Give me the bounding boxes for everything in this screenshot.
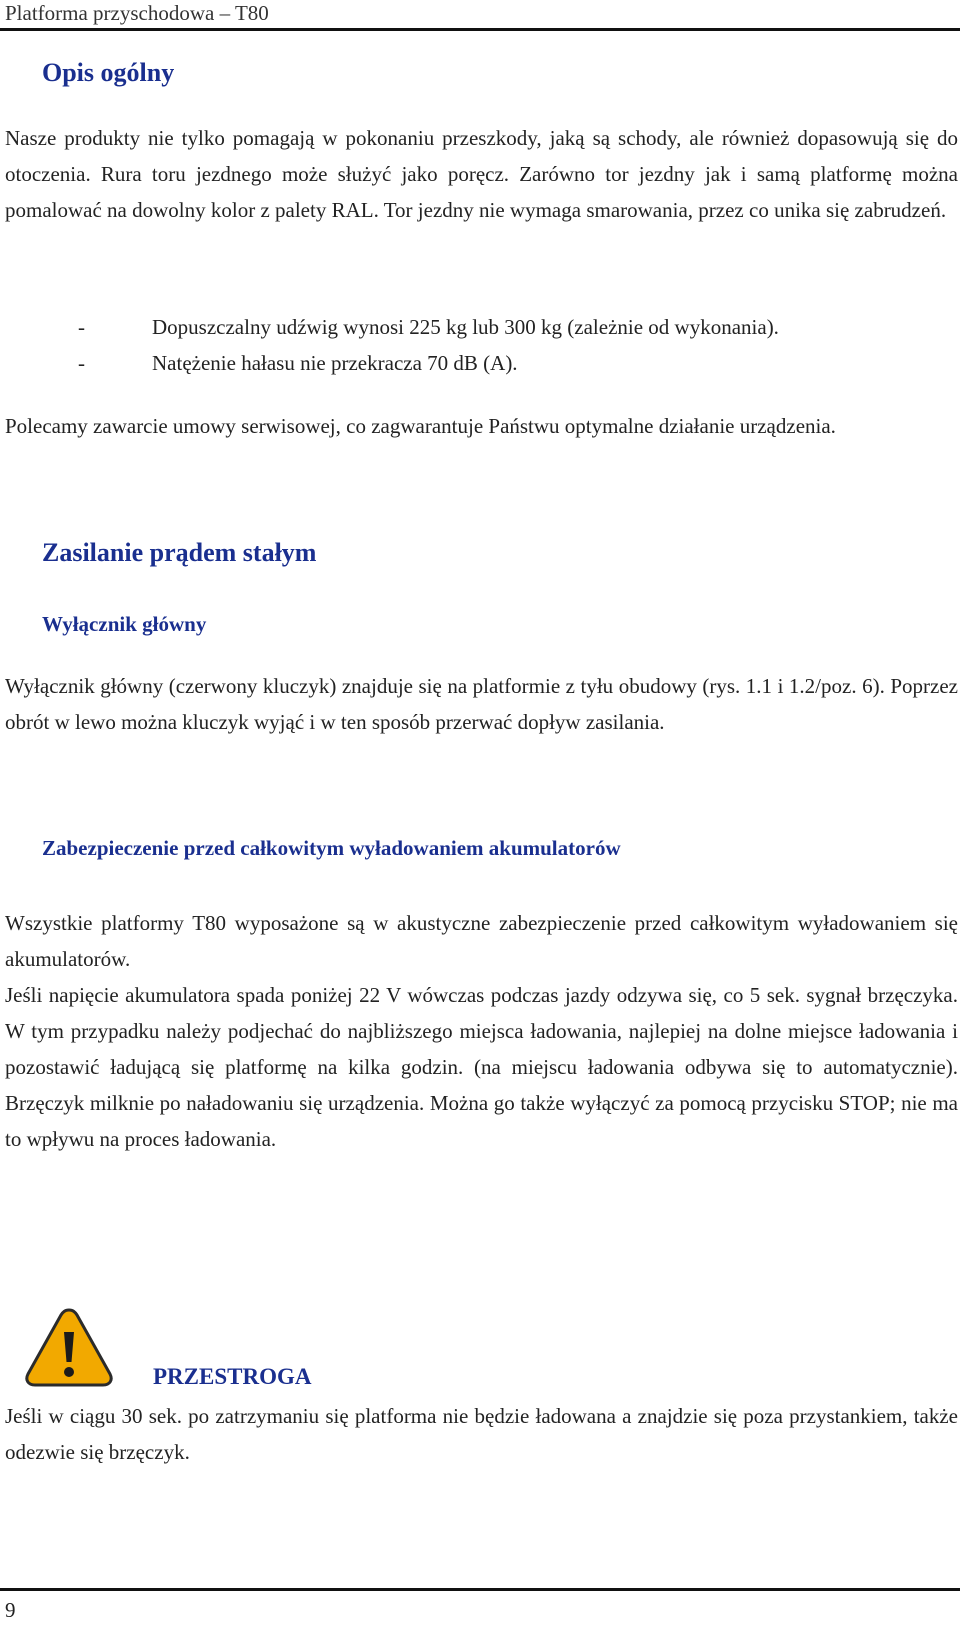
section-heading-battery-protection: Zabezpieczenie przed całkowitym wyładowaniem akumulatorów: [42, 836, 621, 860]
page-number: 9: [5, 1598, 16, 1622]
service-paragraph: Polecamy zawarcie umowy serwisowej, co zagwarantuje Państwu optymalne działanie urządzenia.: [5, 414, 836, 438]
header-rule: [0, 28, 960, 31]
list-dash: -: [78, 315, 85, 339]
list-item-text: Natężenie hałasu nie przekracza 70 dB (A).: [152, 351, 518, 375]
running-header: Platforma przyschodowa – T80: [5, 1, 269, 25]
footer-rule: [0, 1588, 960, 1591]
warning-triangle-icon: [24, 1306, 114, 1388]
intro-paragraph: Nasze produkty nie tylko pomagają w pokonaniu przeszkody, jaką są schody, ale również dopasowują się do otoczenia. Rura toru jezdnego może służyć jako poręcz. Zarówno tor jezdny jak i samą platformę można pomalować na dowolny kolor z palety RAL. Tor jezdny nie wymaga smarowania, przez co unika się zabrudzeń.: [5, 126, 958, 222]
list-item: [78, 345, 518, 381]
battery-paragraph-2: Jeśli napięcie akumulatora spada poniżej 22 V wówczas podczas jazdy odzywa się, co 5 sek. sygnał brzęczyka. W tym przypadku należy podjechać do najbliższego miejsca ładowania, najlepiej na dolne miejsce ładowania i pozostawić ładującą się platformę na kilka godzin. (na miejscu ładowania odbywa się to automatycznie). Brzęczyk milknie po naładowaniu się urządzenia. Można go także wyłączyć za pomocą przycisku STOP; nie ma to wpływu na proces ładowania.: [5, 983, 958, 1151]
battery-paragraph-1: Wszystkie platformy T80 wyposażone są w akustyczne zabezpieczenie przed całkowitym wyładowaniem się akumulatorów.: [5, 911, 958, 971]
caution-paragraph: Jeśli w ciągu 30 sek. po zatrzymaniu się platforma nie będzie ładowana a znajdzie się poza przystankiem, także odezwie się brzęczyk.: [5, 1404, 958, 1464]
list-dash: -: [78, 351, 85, 375]
subheading-main-switch: Wyłącznik główny: [42, 612, 207, 636]
main-switch-paragraph: Wyłącznik główny (czerwony kluczyk) znajduje się na platformie z tyłu obudowy (rys. 1.1 i 1.2/poz. 6). Poprzez obrót w lewo można kluczyk wyjąć i w ten sposób przerwać dopływ zasilania.: [5, 674, 958, 734]
list-item-text: Dopuszczalny udźwig wynosi 225 kg lub 300 kg (zależnie od wykonania).: [152, 315, 779, 339]
list-item: [78, 309, 779, 345]
section-heading-dc-power: Zasilanie prądem stałym: [42, 538, 317, 567]
caution-label: PRZESTROGA: [153, 1364, 312, 1389]
section-heading-overview: Opis ogólny: [42, 58, 175, 87]
